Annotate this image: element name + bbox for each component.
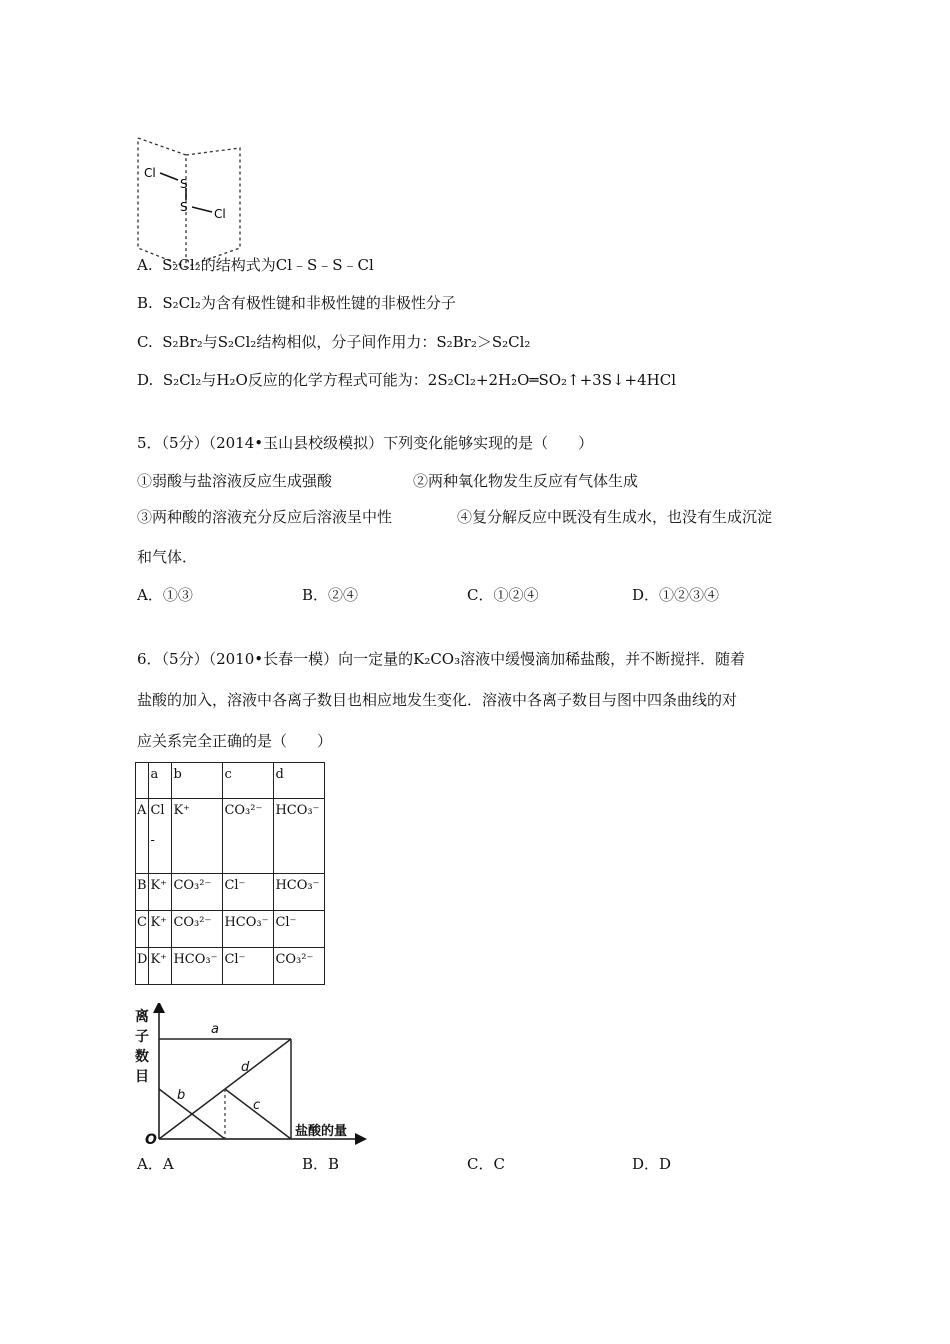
table-header-cell: a	[149, 763, 172, 799]
table-cell: K⁺	[149, 874, 172, 911]
table-cell: HCO₃⁻	[172, 948, 223, 985]
table-row	[136, 799, 325, 874]
q6-option-a: A．A	[137, 1155, 174, 1173]
table-row	[136, 911, 325, 948]
q5-stem: 5．（5分）（2014•玉山县校级模拟）下列变化能够实现的是（ ）	[137, 434, 594, 452]
q5-item-4: ④复分解反应中既没有生成水，也没有生成沉淀	[457, 508, 773, 526]
table-header-row	[136, 763, 325, 799]
curve-label-a: a	[211, 1022, 219, 1037]
table-row	[136, 948, 325, 985]
q5-item-3: ③两种酸的溶液充分反应后溶液呈中性	[137, 508, 393, 526]
ylabel-char: 目	[135, 1069, 149, 1085]
q4-option-d: D. S₂Cl₂与H₂O反应的化学方程式可能为：2S₂Cl₂+2H₂O═SO₂↑+3S↓+4HCl	[137, 371, 677, 389]
origin-label: O	[145, 1132, 157, 1145]
atom-cl-top: Cl	[144, 166, 156, 180]
ylabel-char: 子	[135, 1029, 149, 1045]
table-cell: CO₃²⁻	[172, 911, 223, 948]
q4-option-b-formula: S₂Cl₂	[162, 294, 201, 312]
q5-option-d: D．①②③④	[632, 586, 720, 604]
table-header-cell: d	[274, 763, 325, 799]
table-cell: K⁺	[172, 799, 223, 874]
q5-option-a: A．①③	[137, 586, 193, 604]
table-cell: CO₃²⁻	[274, 948, 325, 985]
q6-option-d: D．D	[632, 1155, 672, 1173]
q5-item-4-continued: 和气体．	[137, 548, 198, 566]
s2cl2-structure-figure	[130, 130, 250, 270]
atom-s-top: S	[180, 177, 188, 191]
q4-option-d-formula: S₂Cl₂	[162, 371, 202, 389]
table-cell: B	[136, 874, 149, 911]
table-header-cell: b	[172, 763, 223, 799]
table-cell: K⁺	[149, 911, 172, 948]
q5-item-1: ①弱酸与盐溶液反应生成强酸	[137, 472, 333, 490]
q5-item-2: ②两种氧化物发生反应有气体生成	[413, 472, 639, 490]
table-cell: HCO₃⁻	[274, 874, 325, 911]
table-row	[136, 874, 325, 911]
q4-option-c: C. S₂Br₂与S₂Cl₂结构相似，分子间作用力：S₂Br₂＞S₂Cl₂	[137, 333, 531, 351]
atom-s-bottom: S	[180, 200, 188, 214]
q4-option-c-formula: S₂Br₂	[162, 333, 203, 351]
table-cell: K⁺	[149, 948, 172, 985]
table-cell: Cl⁻	[223, 948, 274, 985]
q4-option-a: A. S₂Cl₂的结构式为Cl﹣S﹣S﹣Cl	[137, 256, 374, 274]
q6-stem-line-3: 应关系完全正确的是（ ）	[137, 732, 333, 750]
table-cell: Cl⁻	[223, 874, 274, 911]
xlabel: 盐酸的量	[295, 1124, 348, 1139]
q5-option-c: C．①②④	[467, 586, 539, 604]
table-cell: HCO₃⁻	[274, 799, 325, 874]
q6-option-b: B．B	[302, 1155, 340, 1173]
table-cell: Cl -	[149, 799, 172, 874]
curve-label-b: b	[177, 1088, 186, 1103]
ylabel-char: 离	[135, 1009, 149, 1025]
table-cell: CO₃²⁻	[172, 874, 223, 911]
ion-count-graph	[135, 1003, 370, 1145]
table-cell: A	[136, 799, 149, 874]
table-cell-minus: -	[150, 833, 155, 848]
atom-cl-bottom: Cl	[214, 207, 226, 221]
curve-label-c: c	[253, 1098, 261, 1113]
q6-stem-line-2: 盐酸的加入，溶液中各离子数目也相应地发生变化．溶液中各离子数目与图中四条曲线的对	[137, 691, 738, 709]
table-header-cell	[136, 763, 149, 799]
table-cell: C	[136, 911, 149, 948]
ion-table	[135, 762, 325, 985]
q4-option-b: B. S₂Cl₂为含有极性键和非极性键的非极性分子	[137, 294, 456, 312]
table-cell: HCO₃⁻	[223, 911, 274, 948]
q4-option-a-formula: S₂Cl₂	[162, 256, 201, 274]
curve-label-d: d	[241, 1060, 250, 1075]
ylabel-char: 数	[135, 1049, 149, 1065]
q5-option-b: B．②④	[302, 586, 359, 604]
table-cell: Cl⁻	[274, 911, 325, 948]
table-cell: CO₃²⁻	[223, 799, 274, 874]
table-cell: D	[136, 948, 149, 985]
q6-stem-line-1: 6．（5分）（2010•长春一模）向一定量的K₂CO₃溶液中缓慢滴加稀盐酸，并不断搅拌．随着	[137, 650, 746, 668]
table-header-cell: c	[223, 763, 274, 799]
curve-c	[225, 1089, 291, 1139]
q6-option-c: C．C	[467, 1155, 505, 1173]
